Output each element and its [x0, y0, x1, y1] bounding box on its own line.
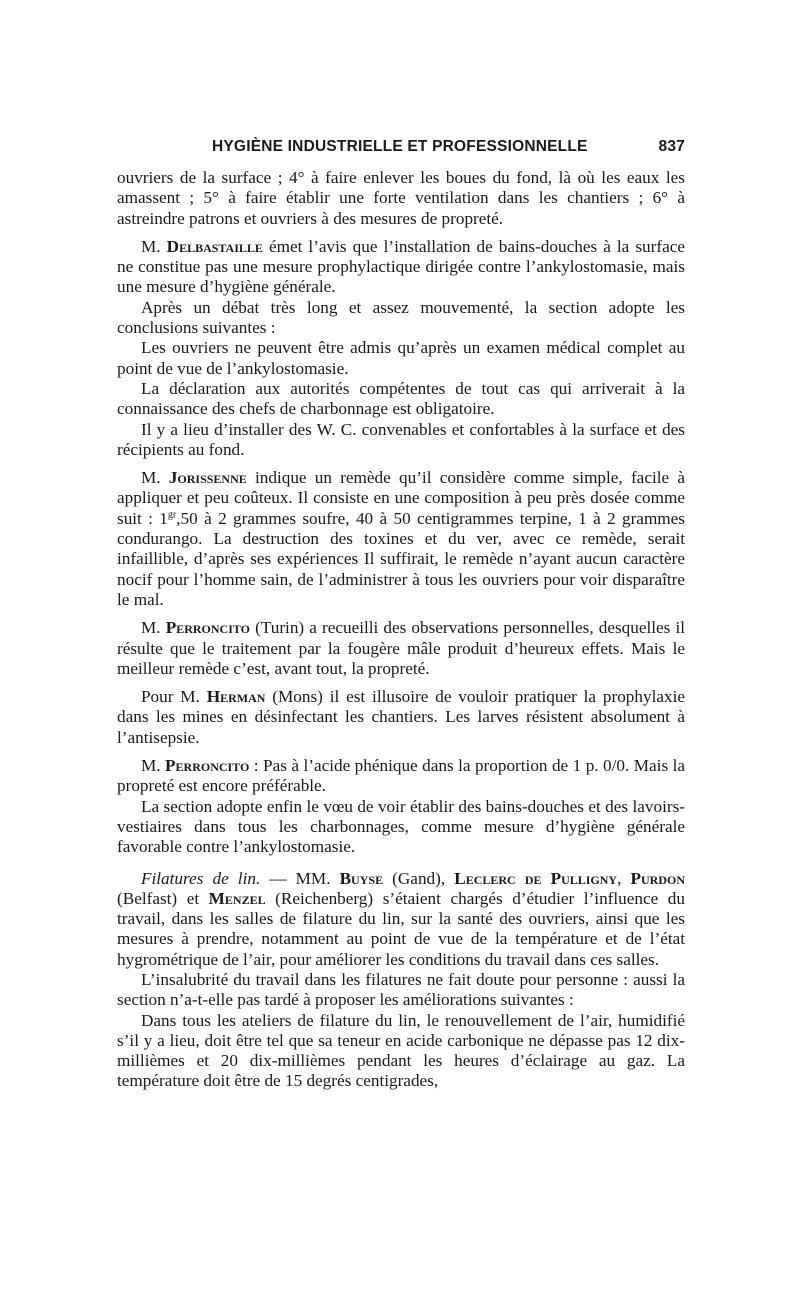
text-run: M. — [141, 756, 166, 776]
paragraph — [117, 298, 685, 339]
text-run: (Belfast) et — [117, 888, 209, 908]
text-run: , — [617, 868, 631, 888]
paragraph — [117, 237, 685, 298]
running-title: HYGIÈNE INDUSTRIELLE ET PROFESSIONNELLE — [212, 138, 588, 155]
text-run: (Reichenberg) s’étaient chargés d’étudier l’influence du travail, dans les salles de filature du lin, sur la santé des ouvriers, ainsi que les mesures à prendre, notamment au point de vue de la température et de l’état hygrométrique de l’air, pour améliorer les conditions du travail dans ces salles. — [117, 888, 685, 969]
paragraph — [117, 869, 685, 970]
text-run: (Gand), — [383, 868, 455, 888]
paragraph — [117, 618, 685, 679]
speaker-name: Purdon — [630, 868, 686, 888]
paragraph — [117, 468, 685, 610]
paragraph — [117, 1011, 685, 1092]
speaker-name: Perroncito — [165, 618, 250, 638]
body-text — [117, 168, 685, 1092]
text-run: : Pas à l’acide phénique dans la proportion de 1 p. 0/0. Mais la propreté est encore préférable. — [117, 756, 685, 796]
text-run: Les ouvriers ne peuvent être admis qu’après un examen médical complet au point de vue de l’ankylostomasie. — [117, 338, 685, 378]
running-header — [117, 138, 685, 162]
text-run: indique un remède qu’il considère comme simple, facile à appliquer et peu coûteux. Il consiste en une composition à peu près dosée comme suit : 1 — [117, 468, 685, 528]
text-run: M. — [141, 618, 166, 638]
text-run: Pour M. — [141, 687, 207, 707]
text-run: émet l’avis que l’installation de bains-douches à la surface ne constitue pas une mesure prophylactique dirigée contre l’ankylostomasie, mais une mesure d’hygiène générale. — [117, 236, 685, 297]
paragraph — [117, 756, 685, 797]
section-heading: Filatures de lin. — [141, 868, 261, 888]
text-run: La déclaration aux autorités compétentes de tout cas qui arriverait à la connaissance des chefs de charbonnage est obligatoire. — [117, 378, 685, 419]
paragraph — [117, 970, 685, 1011]
text-run: M. — [141, 468, 169, 488]
text-run: — MM. — [260, 868, 340, 888]
paragraph — [117, 420, 685, 461]
paragraph — [117, 797, 685, 858]
speaker-name: Buyse — [339, 868, 384, 888]
text-run: La section adopte enfin le vœu de voir établir des bains-douches et des lavoirs-vestiaires dans tous les charbonnages, comme mesure d’hygiène générale favorable contre l’ankylostomasie. — [117, 796, 685, 857]
text-run: Il y a lieu d’installer des W. C. convenables et confortables à la surface et des récipients au fond. — [117, 419, 685, 459]
paragraph — [117, 379, 685, 420]
speaker-name: Herman — [206, 687, 266, 707]
speaker-name: Delbastaille — [166, 236, 263, 256]
text-run: ouvriers de la surface ; 4° à faire enlever les boues du fond, là où les eaux les amassent ; 5° à faire établir une forte ventilation dans les chantiers ; 6° à astreindre patrons et ouvriers à des mesures de propreté. — [117, 168, 685, 228]
text-run: Dans tous les ateliers de filature du lin, le renouvellement de l’air, humidifié s’il y a lieu, doit être tel que sa teneur en acide carbonique ne dépasse pas 12 dix-millièmes et 20 dix-millièmes pendant les heures d’éclairage au gaz. La température doit être de 15 degrés centigrades, — [117, 1010, 685, 1091]
speaker-name: Jorissenne — [168, 468, 247, 488]
speaker-name: Menzel — [208, 888, 266, 908]
text-run: (Turin) a recueilli des observations personnelles, desquelles il résulte que le traitement par la fougère mâle produit d’heureux effets. Mais le meilleur remède c’est, avant tout, la propreté. — [117, 618, 685, 678]
text-run: (Mons) il est illusoire de vouloir pratiquer la prophylaxie dans les mines en désinfectant les chantiers. Les larves résistent absolument à l’antisepsie. — [117, 687, 685, 747]
paragraph — [117, 338, 685, 379]
text-run: Après un débat très long et assez mouvementé, la section adopte les conclusions suivantes : — [117, 297, 685, 338]
speaker-name: Perroncito — [165, 756, 250, 776]
page-number: 837 — [658, 138, 685, 155]
paragraph — [117, 687, 685, 748]
text-run: M. — [141, 236, 167, 256]
text-run: L’insalubrité du travail dans les filatures ne fait doute pour personne : aussi la section n’a-t-elle pas tardé à proposer les améliorations suivantes : — [117, 969, 685, 1010]
text-run: ,50 à 2 grammes soufre, 40 à 50 centigrammes terpine, 1 à 2 grammes condurango. La destruction des toxines et du ver, avec ce remède, serait infaillible, d’après ses expériences Il suffirait, le remède n’ayant aucun caractère nocif pour l’homme sain, de l’administrer à tous les ouvriers pour voir disparaître le mal. — [117, 508, 685, 609]
paragraph — [117, 168, 685, 229]
speaker-name: Leclerc de Pulligny — [454, 868, 618, 888]
text-run: gr — [167, 509, 177, 521]
